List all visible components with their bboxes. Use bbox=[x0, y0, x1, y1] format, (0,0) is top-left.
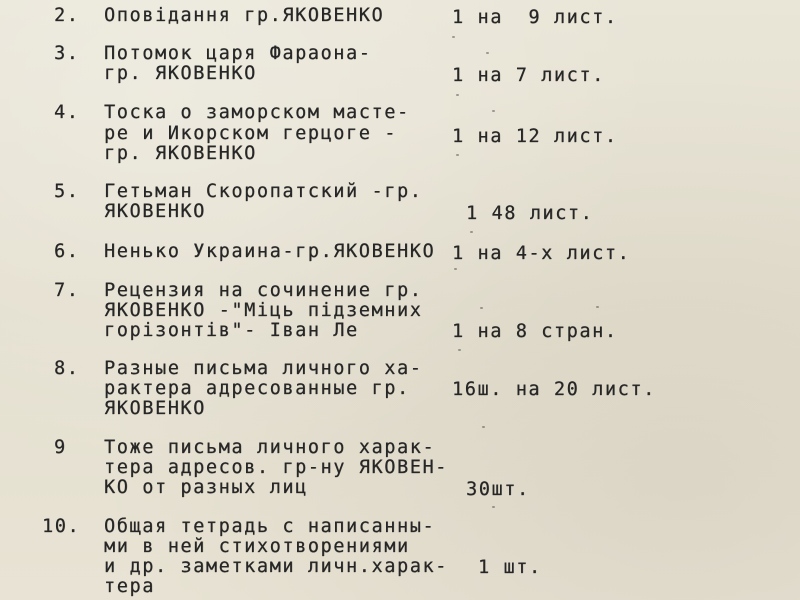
item-title-line: гр. ЯКОВЕНКО bbox=[104, 63, 257, 84]
item-quantity: 1 на 8 стран. bbox=[452, 321, 618, 342]
item-title-line: Общая тетрадь с написанны- bbox=[104, 516, 436, 537]
item-title-line: ЯКОВЕНКО -"Міць підземних bbox=[104, 300, 423, 321]
item-number: 10. bbox=[42, 516, 81, 537]
item-title-line: тера bbox=[104, 576, 155, 597]
item-title-line: горізонтів"- Іван Ле bbox=[104, 320, 359, 341]
item-number: 2. bbox=[54, 5, 80, 26]
ink-mark bbox=[482, 426, 485, 428]
item-title-line: Потомок царя Фараона- bbox=[104, 43, 372, 64]
item-number: 5. bbox=[54, 181, 80, 202]
ink-mark bbox=[456, 154, 459, 156]
item-quantity: 16ш. на 20 лист. bbox=[452, 379, 656, 400]
item-title-line: КО от разных лиц bbox=[104, 477, 308, 498]
item-number: 8. bbox=[54, 358, 80, 379]
item-quantity: 1 на 4-х лист. bbox=[452, 243, 631, 264]
item-title-line: Тоска о заморском масте- bbox=[104, 102, 410, 123]
item-title-line: Оповідання гр.ЯКОВЕНКО bbox=[104, 5, 385, 26]
item-title-line: Ненько Украина-гр.ЯКОВЕНКО bbox=[104, 241, 436, 262]
item-quantity: 1 на 7 лист. bbox=[452, 65, 605, 86]
ink-mark bbox=[596, 306, 599, 308]
item-title-line: рактера адресованные гр. bbox=[104, 378, 410, 399]
item-quantity: 1 на 9 лист. bbox=[452, 7, 618, 28]
item-number: 9 bbox=[54, 437, 67, 458]
item-quantity: 1 шт. bbox=[478, 557, 542, 578]
ink-mark bbox=[458, 349, 461, 351]
ink-mark bbox=[486, 52, 489, 54]
item-title-line: Разные письма личного ха- bbox=[104, 358, 423, 379]
ink-mark bbox=[456, 94, 459, 96]
item-title-line: тера адресов. гр-ну ЯКОВЕН- bbox=[104, 457, 448, 478]
item-quantity: 1 48 лист. bbox=[466, 203, 594, 224]
item-title-line: Тоже письма личного харак- bbox=[104, 437, 436, 458]
ink-mark bbox=[492, 110, 495, 112]
item-number: 6. bbox=[54, 241, 80, 262]
item-title-line: ЯКОВЕНКО bbox=[104, 398, 206, 419]
item-title-line: ре и Икорском герцоге - bbox=[104, 123, 397, 144]
item-number: 7. bbox=[54, 280, 80, 301]
ink-mark bbox=[470, 231, 473, 233]
item-title-line: ЯКОВЕНКО bbox=[104, 201, 206, 222]
ink-mark bbox=[480, 307, 483, 309]
item-number: 4. bbox=[54, 102, 80, 123]
item-number: 3. bbox=[54, 43, 80, 64]
item-quantity: 1 на 12 лист. bbox=[452, 126, 618, 147]
item-title-line: и др. заметками личн.харак- bbox=[104, 556, 448, 577]
item-title-line: ми в ней стихотворениями bbox=[104, 536, 410, 557]
ink-mark bbox=[492, 506, 495, 508]
ink-mark bbox=[454, 268, 457, 270]
item-quantity: 30шт. bbox=[466, 479, 530, 500]
ink-mark bbox=[452, 36, 455, 38]
item-title-line: Рецензия на сочинение гр. bbox=[104, 280, 423, 301]
item-title-line: Гетьман Скоропатский -гр. bbox=[104, 181, 423, 202]
item-title-line: гр. ЯКОВЕНКО bbox=[104, 143, 257, 164]
